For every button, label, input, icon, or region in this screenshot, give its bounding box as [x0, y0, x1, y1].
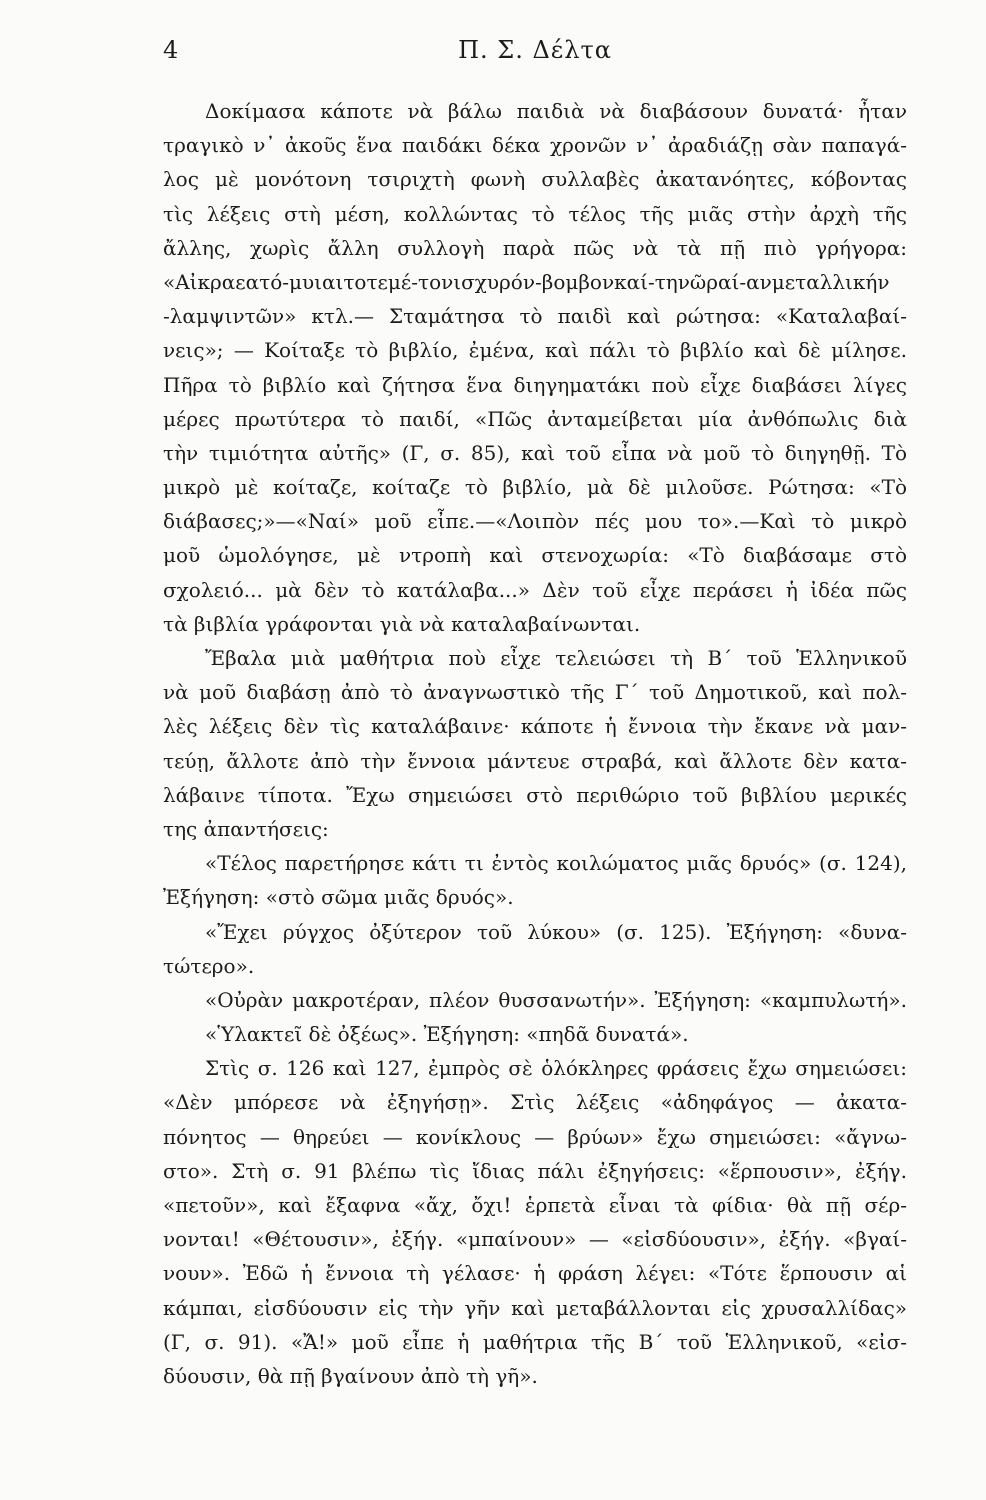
text-line: Στὶς σ. 126 καὶ 127, ἐμπρὸς σὲ ὁλόκληρες φράσεις ἔχω σημειώσει:	[205, 1056, 907, 1081]
text-line: Ἐξήγηση: «στὸ σῶμα μιᾶς δρυός».	[163, 885, 514, 910]
page-header	[163, 36, 907, 66]
text-line: «Τέλος παρετήρησε κάτι τι ἐντὸς κοιλώματος μιᾶς δρυός» (σ. 124),	[205, 851, 907, 876]
text-line: τὴν τιμιότητα αὐτῆς» (Γ, σ. 85), καὶ τοῦ εἶπα νὰ μοῦ τὸ διηγηθῇ. Τὸ	[163, 440, 907, 465]
text-line: (Γ, σ. 91). «Ἄ!» μοῦ εἶπε ἡ μαθήτρια τῆς Β΄ τοῦ Ἑλληνικοῦ, «εἰσ-	[163, 1329, 907, 1354]
text-line: πόνητος — θηρεύει — κονίκλους — βρύων» ἔχω σημειώσει: «ἄγνω-	[163, 1124, 907, 1149]
text-line: τὰ βιβλία γράφονται γιὰ νὰ καταλαβαίνωνται.	[163, 611, 641, 636]
text-line: μοῦ ὡμολόγησε, μὲ ντροπὴ καὶ στενοχωρία: «Τὸ διαβάσαμε στὸ	[163, 543, 907, 568]
text-line: «Αἰκραεατό-μυιαιτοτεμέ-τονισχυρόν-βομβονκαί-τηνῶραί-ανμεταλλικήν	[163, 269, 890, 294]
text-line: κάμπαι, εἰσδύουσιν εἰς τὴν γῆν καὶ μεταβάλλονται εἰς χρυσαλλίδας»	[163, 1295, 907, 1320]
text-line: μέρες πρωτύτερα τὸ παιδί, «Πῶς ἀνταμείβεται μία ἀνθόπωλις διὰ	[163, 406, 907, 431]
text-line: «πετοῦν», καὶ ἔξαφνα «ἄχ, ὄχι! ἑρπετὰ εἶναι τὰ φίδια· θὰ πῇ σέρ-	[163, 1193, 907, 1217]
text-line: -λαμψιντῶν» κτλ.— Σταμάτησα τὸ παιδὶ καὶ ρώτησα: «Καταλαβαί-	[163, 304, 907, 329]
text-line: «Δὲν μπόρεσε νὰ ἐξηγήσῃ». Στὶς λέξεις «ἀδηφάγος — ἀκατα-	[163, 1090, 907, 1115]
text-line: «Οὐρὰν μακροτέραν, πλέον θυσσανωτήν». Ἐξήγηση: «καμπυλωτή».	[205, 987, 907, 1012]
text-line: μικρὸ μὲ κοίταζε, κοίταζε τὸ βιβλίο, μὰ δὲ μιλοῦσε. Ρώτησα: «Τὸ	[163, 475, 907, 500]
text-line: λος μὲ μονότονη τσιριχτὴ φωνὴ συλλαβὲς ἀκατανόητες, κόβοντας	[163, 167, 907, 192]
text-line: Δοκίμασα κάποτε νὰ βάλω παιδιὰ νὰ διαβάσουν δυνατά· ἦταν	[205, 99, 907, 123]
text-line: ἄλλης, χωρὶς ἄλλη συλλογὴ παρὰ πῶς νὰ τὰ πῇ πιὸ γρήγορα:	[163, 235, 907, 260]
text-line: νὰ μοῦ διαβάσῃ ἀπὸ τὸ ἀναγνωστικὸ τῆς Γ΄ τοῦ Δημοτικοῦ, καὶ πολ-	[163, 680, 907, 705]
text-line: της ἀπαντήσεις:	[163, 816, 329, 841]
text-line: νουν». Ἐδῶ ἡ ἔννοια τὴ γέλασε· ἡ φράση λέγει: «Τότε ἕρπουσιν αἱ	[163, 1261, 907, 1286]
text-line: στο». Στὴ σ. 91 βλέπω τὶς ἴδιας πάλι ἐξηγήσεις: «ἕρπουσιν», ἐξήγ.	[163, 1158, 907, 1183]
text-line: νεις»; — Κοίταξε τὸ βιβλίο, ἐμένα, καὶ πάλι τὸ βιβλίο καὶ δὲ μίλησε.	[163, 338, 907, 363]
running-head: Π. Σ. Δέλτα	[458, 36, 612, 64]
text-line: Πῆρα τὸ βιβλίο καὶ ζήτησα ἕνα διηγηματάκι ποὺ εἶχε διαβάσει λίγες	[163, 372, 907, 397]
text-line: τὶς λέξεις στὴ μέση, κολλώντας τὸ τέλος τῆς μιᾶς στὴν ἀρχὴ τῆς	[163, 201, 907, 226]
text-line: διάβασες;»—«Ναί» μοῦ εἶπε.—«Λοιπὸν πές μου το».—Καὶ τὸ μικρὸ	[163, 509, 907, 534]
text-line: τεύῃ, ἄλλοτε ἀπὸ τὴν ἔννοια μάντευε στραβά, καὶ ἄλλοτε δὲν κατα-	[163, 748, 907, 773]
text-line: δύουσιν, θὰ πῇ βγαίνουν ἀπὸ τὴ γῆ».	[163, 1363, 538, 1388]
text-line: Ἔβαλα μιὰ μαθήτρια ποὺ εἶχε τελειώσει τὴ Β΄ τοῦ Ἑλληνικοῦ	[205, 646, 907, 670]
text-line: «Ὑλακτεῖ δὲ ὀξέως». Ἐξήγηση: «πηδᾶ δυνατά».	[205, 1022, 689, 1047]
text-line: τραγικὸ ν᾽ ἀκοῦς ἕνα παιδάκι δέκα χρονῶν ν᾽ ἀραδιάζῃ σὰν παπαγά-	[163, 133, 907, 158]
text-line: λὲς λέξεις δὲν τὶς καταλάβαινε· κάποτε ἡ ἔννοια τὴν ἔκανε νὰ μαν-	[163, 714, 907, 739]
text-line: σχολειό... μὰ δὲν τὸ κατάλαβα...» Δὲν τοῦ εἶχε περάσει ἡ ἰδέα πῶς	[163, 577, 907, 602]
text-line: «Ἔχει ρύγχος ὀξύτερον τοῦ λύκου» (σ. 125). Ἐξήγηση: «δυνα-	[205, 919, 907, 944]
text-body	[163, 94, 907, 1393]
page-number: 4	[163, 36, 179, 64]
text-line: νονται! «Θέτουσιν», ἐξήγ. «μπαίνουν» — «εἰσδύουσιν», ἐξήγ. «βγαί-	[163, 1227, 907, 1252]
text-line: λάβαινε τίποτα. Ἔχω σημειώσει στὸ περιθώριο τοῦ βιβλίου μερικές	[163, 782, 907, 807]
text-line: τώτερο».	[163, 953, 255, 978]
